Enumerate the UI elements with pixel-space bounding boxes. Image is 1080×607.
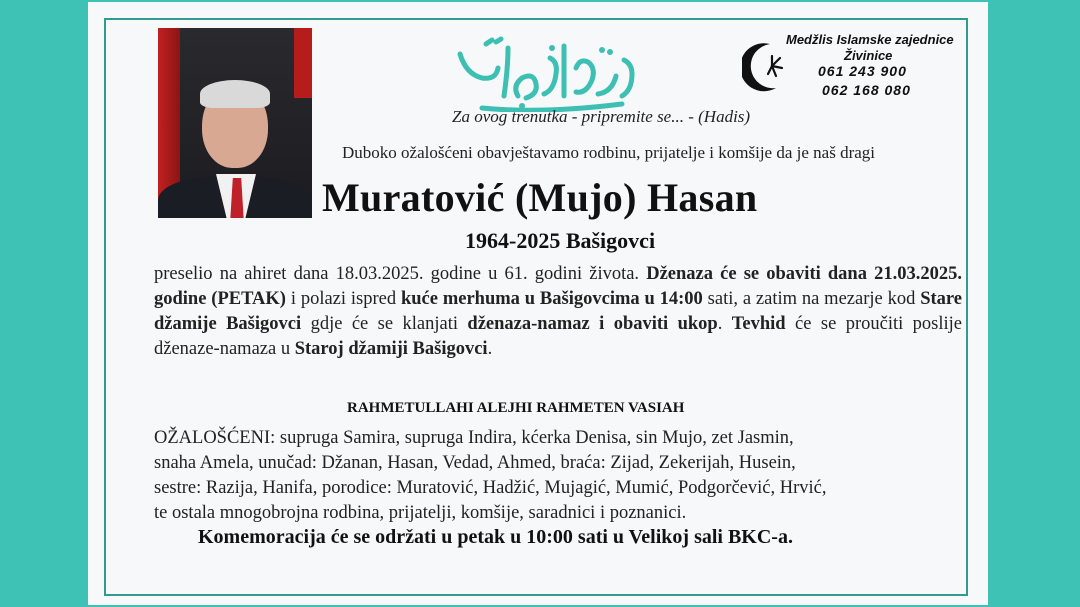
deceased-photo: [158, 28, 312, 218]
mourners-line: te ostala mnogobrojna rodbina, prijatelji, komšije, saradnici i poznanici.: [154, 503, 687, 523]
medzlis-logo-block: [742, 32, 962, 112]
crescent-star-icon: [742, 40, 786, 92]
phone-1: 061 243 900: [818, 63, 907, 79]
mourners-line: OŽALOŠĆENI: supruga Samira, supruga Indira, kćerka Denisa, sin Mujo, zet Jasmin,: [154, 428, 794, 448]
mourners-list: [154, 426, 962, 526]
years-and-place: 1964-2025 Bašigovci: [465, 228, 656, 253]
deceased-name: Muratović (Mujo) Hasan: [322, 175, 758, 220]
mourners-line: sestre: Razija, Hanifa, porodice: Muratović, Hadžić, Mujagić, Mumić, Podgorčević, Hrvić,: [154, 478, 827, 498]
organization-name: Medžlis Islamske zajednice: [786, 32, 954, 47]
commemoration-notice: Komemoracija će se održati u petak u 10:00 sati u Velikoj sali BKC-a.: [198, 526, 793, 548]
mourners-line: snaha Amela, unučad: Džanan, Hasan, Vedad, Ahmed, braća: Zijad, Zekerijah, Husein,: [154, 453, 796, 473]
dua-heading: RAHMETULLAHI ALEJHI RAHMETEN VASIAH: [347, 400, 685, 416]
funeral-details: preselio na ahiret dana 18.03.2025. godine u 61. godini života. Dženaza će se obaviti dana 21.03.2025. godine (PETAK) i polazi ispred kuće merhuma u Bašigovcima u 14:00 sati, a zatim na mezarje kod Stare džamije Bašigovci gdje će se klanjati dženaza-namaz i obaviti ukop. Tevhid će se proučiti poslije dženaze-namaza u Staroj džamiji Bašigovci.: [154, 264, 963, 359]
organization-city: Živinice: [844, 48, 893, 63]
arabic-calligraphy-logo: [452, 36, 648, 112]
phone-2: 062 168 080: [822, 82, 911, 98]
intro-text: Duboko ožalošćeni obavještavamo rodbinu, prijatelje i komšije da je naš dragi: [342, 143, 875, 162]
hadis-quote: Za ovog trenutka - pripremite se... - (Hadis): [452, 107, 751, 126]
